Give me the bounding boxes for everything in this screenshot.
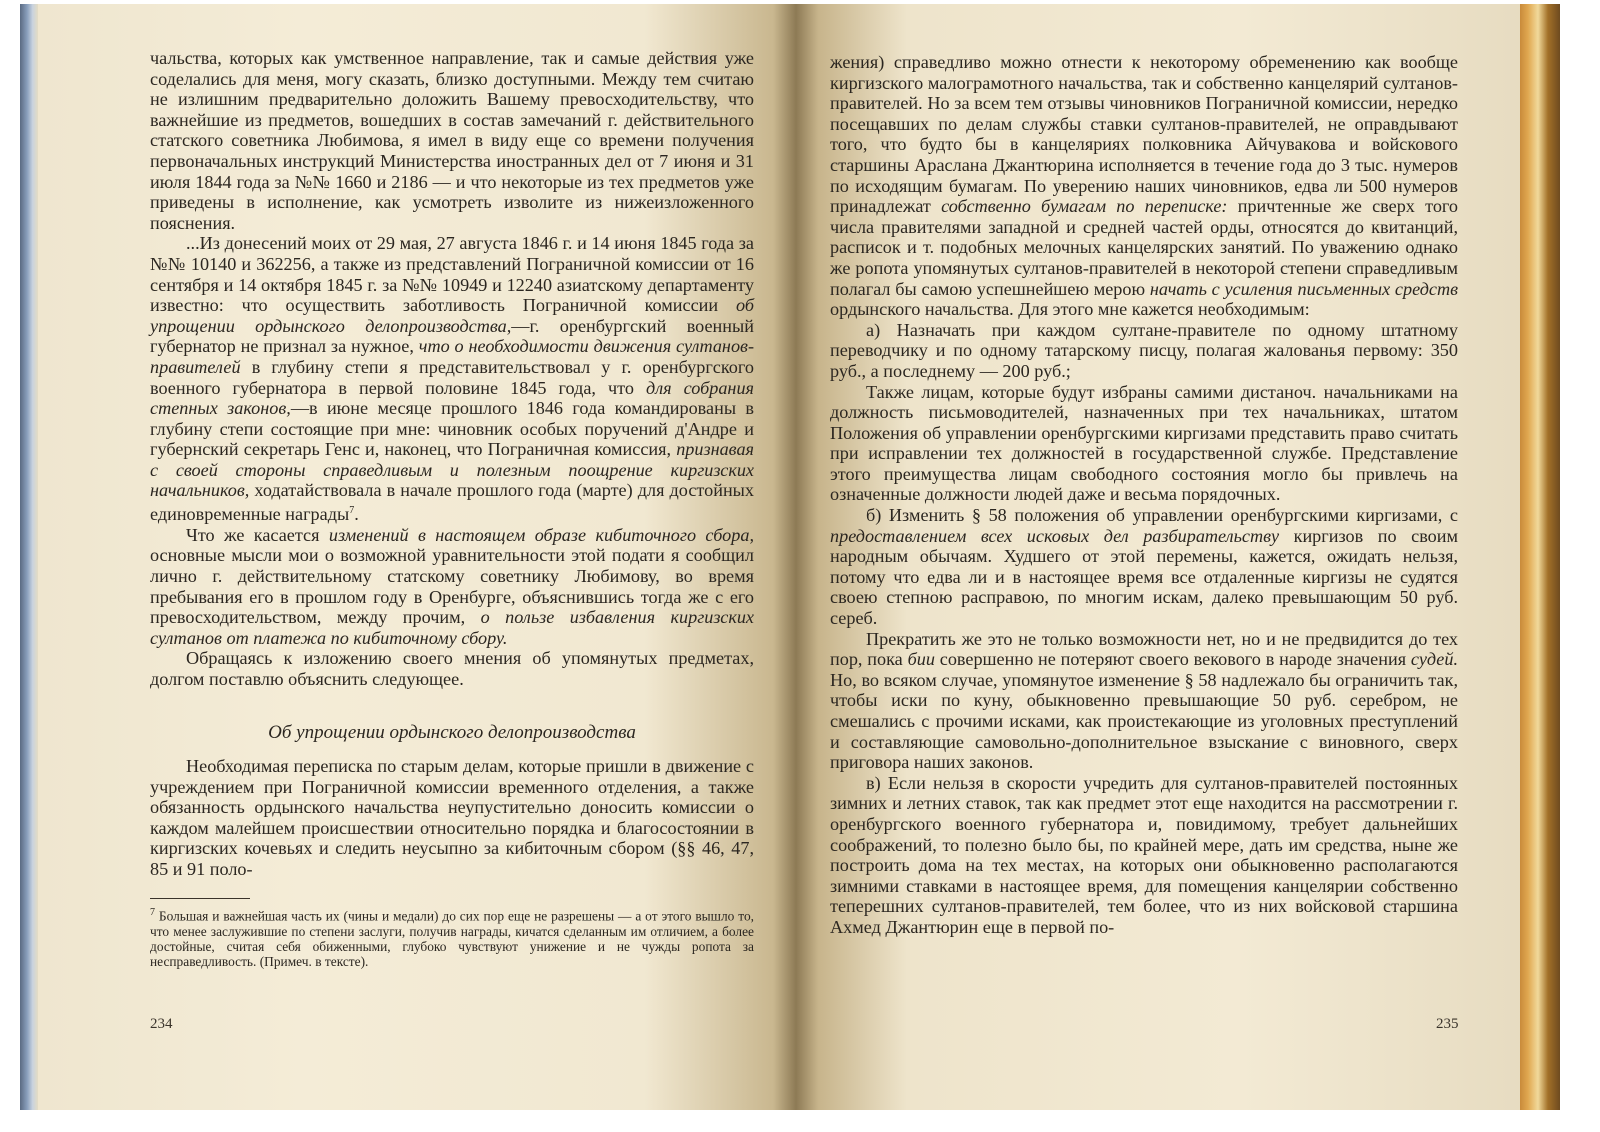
text-run: киргизов по своим народным обычаям. Худшего от этой перемены, кажется, ожидать нельзя, потому что едва ли и в настоящее время все отдаленные киргизы не судятся своею степною расправою, по многим искам, далеко превышающим 50 руб. сереб.: [830, 525, 1458, 629]
italic-run: для собрания степных законов,: [150, 377, 754, 419]
italic-run: о пользе избавления киргизских султанов от платежа по кибиточному сбору.: [150, 607, 754, 648]
paragraph: [150, 525, 754, 649]
left-page-text: [150, 48, 754, 970]
text-run: ходатайствовала в начале прошлого года (марте) для достойных единовременные награды: [150, 480, 754, 525]
italic-run: что о необходимости движения султанов-правителей: [150, 336, 755, 377]
footnote-marker: 7: [349, 505, 355, 517]
italic-run: судей.: [1410, 649, 1458, 670]
text-run: Прекратить же это не только возможности нет, но и не предвидится до тех пор, пока: [830, 628, 1458, 670]
footnote-number: 7: [150, 906, 155, 918]
text-run: ордынского начальства. Для этого мне кажется необходимым:: [830, 299, 1310, 320]
paragraph: ...Из донесений моих от 29 мая, 27 августа 1846 г. и 14 июня 1845 года за №№ 10140 и 362256, а также из представлений Пограничной комиссии от 16 сентября и 14 октября 1845 г. за №№ 10949 и 12240 азиатскому департаменту известно: что осуществить заботливость Пограничной комиссии об упрощении ордынского делопроизводства,—г. оренбургский военный губернатор не признал за нужное, что о необходимости движения султанов-правителей в глубину степи я представительствовал у г. оренбургского военного губернатора в первой половине 1845 года, что для собрания степных законов,—в июне месяце прошлого 1846 года командированы в глубину степи состоящие при мне: чиновник особых поручений д'Андре и губернский секретарь Генс и, наконец, что Пограничная комиссия, признавая с своей стороны справедливым и полезным поощрение киргизских начальников, ходатайствовала в начале прошлого года (марте) для достойных единовременные награды$^7$.: [150, 233, 755, 525]
text-run: причтенные же сверх того числа правителями западной и средней частей орды, относятся до квитанций, расписок и т. подобных мелочных канцелярских занятий. По уважению однако же ропота упомянутых султанов-правителей в некоторой степени справедливым полагал бы самою успешнейшею мерою: [830, 196, 1459, 299]
left-page: [38, 4, 796, 1110]
text-run: жения) справедливо можно отнести к некоторому обременению как вообще киргизского малограмотного начальства, так и собственно канцелярий султанов-правителей. Но за всем тем отзывы чиновников Пограничной комиссии, нередко посещавших по делам службы ставки султанов-правителей, не оправдывают того, что будто бы в канцеляриях полковника Айчувакова и войскового старшины Араслана Джантюрина исполняется в течение года до 3 тыс. нумеров по исходящим бумагам. По уверению наших чиновников, едва ли 500 нумеров принадлежат: [830, 52, 1458, 217]
right-page-text: [830, 52, 1458, 938]
text-run: Но, во всяком случае, упомянутое изменение § 58 надлежало бы ограничить так, чтобы иски по куну, обыкновенно превышающие 50 руб. серебром, не смешались с прочими исками, как проистекающие из уголовных преступлений и составляющие самовольно-дополнительное взыскание с виновного, сверх приговора наших законов.: [830, 669, 1458, 773]
page-number-left: 234: [150, 1016, 173, 1032]
italic-run: об упрощении ордынского делопроизводства,: [150, 295, 754, 336]
italic-run: собственно бумагам по переписке:: [941, 196, 1228, 217]
italic-run: бии: [907, 649, 935, 670]
text-run: основные мысли мои о возможной уравнительности этой подати я сообщил лично г. действительному статскому советнику Любимову, во время пребывания его в прошлом году в Оренбурге, объяснившись тогда же с его превосходительством, между прочим,: [150, 545, 754, 628]
text-run: —г. оренбургский военный губернатор не признал за нужное,: [150, 315, 754, 357]
book-cover-right-edge: [1520, 4, 1560, 1110]
italic-run: начать с усиления письменных средств: [1149, 278, 1458, 299]
paragraph: а) Назначать при каждом султане-правителе по одному штатному переводчику и по одному татарскому писцу, полагая жалованья первому: 350 руб., а последнему — 200 руб.;: [830, 319, 1458, 381]
paragraph: Также лицам, которые будут избраны самими дистаноч. начальниками на должность письмоводителей, назначенных при тех начальниках, штатом Положения об управлении оренбургскими киргизами представить право считать при исправлении тех должностей в государственной службе. Представление этого преимущества лицам свободного состояния могло бы привлечь на означенные должности людей даже и весьма порядочных.: [830, 381, 1458, 505]
text-run: в глубину степи я представительствовал у г. оренбургского военного губернатора в первой половине 1845 года, что: [150, 356, 754, 398]
text-run: Что же касается: [186, 524, 329, 545]
text-run: —в июне месяце прошлого 1846 года командированы в глубину степи состоящие при мне: чиновник особых поручений д'Андре и губернский секретарь Генс и, наконец, что Пограничная комиссия,: [150, 398, 754, 460]
text-run: б) Изменить § 58 положения об управлении оренбургскими киргизами, с: [866, 505, 1458, 526]
section-heading: Об упрощении ордынского делопроизводства: [268, 722, 636, 744]
paragraph: Обращаясь к изложению своего мнения об упомянутых предметах, долгом поставлю объяснить следующее.: [150, 648, 754, 689]
book-cover-left-edge: [20, 4, 38, 1110]
footnote: [150, 905, 754, 970]
paragraph: [830, 52, 1458, 320]
paragraph: Необходимая переписка по старым делам, которые пришли в движение с учреждением при Пограничной комиссии временного отделения, а также обязанность ордынского начальства неупустительно доносить комиссии о каждом малейшем происшествии относительно порядка и благосостоянии в киргизских кочевьях и следить неусыпно за кибиточным сбором (§§ 46, 47, 85 и 91 поло-: [150, 756, 754, 880]
right-page: [796, 4, 1536, 1110]
italic-run: изменений в настоящем образе кибиточного сбора,: [328, 524, 754, 545]
paragraph: в) Если нельзя в скорости учредить для султанов-правителей постоянных зимних и летних ставок, так как предмет этот еще находится на рассмотрении г. оренбургского военного губернатора и, повидимому, требует дальнейших соображений, то полезно было бы, по крайней мере, дать им средства, ныне же построить дома на тех местах, на которых они обыкновенно располагаются зимними ставками в настоящее время, для помещения канцелярии собственно теперешних султанов-правителей, тем более, что из них войсковой старшина Ахмед Джантюрин еще в первой по-: [830, 772, 1458, 937]
text-run: ...Из донесений моих от 29 мая, 27 августа 1846 г. и 14 июня 1845 года за №№ 10140 и 362256, а также из представлений Пограничной комиссии от 16 сентября и 14 октября 1845 г. за №№ 10949 и 12240 азиатскому департаменту известно: что осуществить заботливость Пограничной комиссии: [150, 233, 754, 316]
italic-run: признавая с своей стороны справедливым и полезным поощрение киргизских начальников,: [150, 439, 754, 501]
footnote-text: Большая и важнейшая часть их (чины и медали) до сих пор еще не разрешены — а от этого вышло то, что менее заслужившие по степени заслуги, получив награды, кичатся сделанным им отличием, а более достойные, считая себя обиженными, глубоко чувствуют унижение и не чужды ропота за несправедливость. (Примеч. в тексте).: [150, 908, 754, 970]
footnote-divider: [150, 898, 250, 899]
paragraph-text: чальства, которых как умственное направление, так и самые действия уже соделались для меня, могу сказать, близко доступными. Между тем считаю не излишним предварительно доложить Вашему превосходительству, что важнейшие из предметов, вошедших в состав замечаний г. действительного статского советника Любимова, я имел в виду еще со времени получения первоначальных инструкций Министерства иностранных дел от 7 июня и 31 июля 1844 года за №№ 1660 и 2186 — и что некоторые из тех предметов уже приведены в исполнение, как усмотреть изволите из нижеизложенного пояснения.: [150, 48, 754, 233]
paragraph: [830, 629, 1458, 773]
italic-run: предоставлением всех исковых дел разбирательству: [830, 525, 1280, 546]
paragraph: [830, 505, 1458, 629]
page-number-right: 235: [1436, 1016, 1459, 1032]
text-run: совершенно не потеряют своего векового в народе значения: [934, 649, 1411, 670]
paragraph: [150, 48, 754, 233]
open-book: [20, 4, 1555, 1110]
